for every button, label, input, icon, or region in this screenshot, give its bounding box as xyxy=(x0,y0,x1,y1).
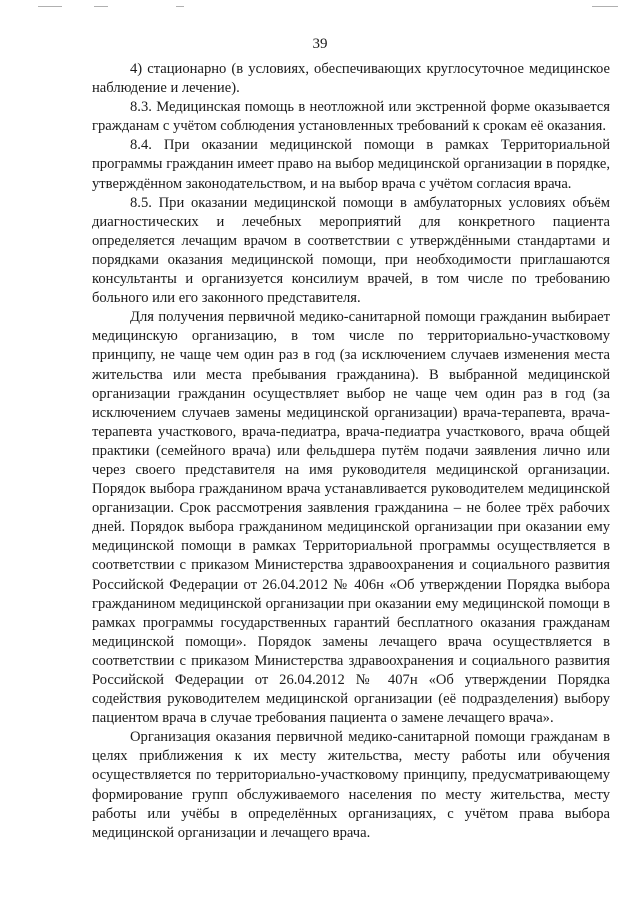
document-body xyxy=(92,60,610,843)
paragraph: 8.3. Медицинская помощь в неотложной или экстренной форме оказывается гражданам с учётом соблюдения установленных требований к срокам её оказания. xyxy=(92,99,610,135)
scan-mark xyxy=(176,6,184,7)
page-number: 39 xyxy=(312,36,328,52)
scan-mark xyxy=(38,6,62,7)
paragraph: Организация оказания первичной медико-санитарной помощи гражданам в целях приближения к их месту жительства, месту работы или обучения осуществляется по территориально-участковому принципу, предусматривающему формирование групп обслуживаемого населения по месту жительства, месту работы или учёбы в определённых организациях, с учётом права выбора медицинской организации и лечащего врача. xyxy=(92,729,610,841)
paragraph: 8.5. При оказании медицинской помощи в амбулаторных условиях объём диагностических и лечебных мероприятий для конкретного пациента определяется лечащим врачом в соответствии с утверждёнными стандартами и порядками оказания медицинской помощи, при необходимости приглашаются консультанты и организуется консилиум врачей, в том числе по требованию больного или его законного представителя. xyxy=(92,194,610,307)
paragraph: Для получения первичной медико-санитарной помощи гражданин выбирает медицинскую организацию, в том числе по территориально-участковому принципу, не чаще чем один раз в год (за исключением случаев изменения места жительства или места пребывания гражданина). В выбранной медицинской организации гражданин осуществляет выбор не чаще чем один раз в год (за исключением случаев замены медицинской организации) врача-терапевта, врача-терапевта участкового, врача-педиатра, врача-педиатра участкового, врача общей практики (семейного врача) или фельдшера путём подачи заявления лично или через своего представителя на имя руководителя медицинской организации. Порядок выбора гражданином врача устанавливается руководителем медицинской организации. Срок рассмотрения заявления гражданина – не более трёх рабочих дней. Порядок выбора гражданином медицинской организации при оказании ему медицинской помощи в рамках Территориальной программы осуществляется в соответствии с приказом Министерства здравоохранения и социального развития Российской Федерации от 26.04.2012 № 406н «Об утверждении Порядка выбора гражданином медицинской организации при оказании ему медицинской помощи в рамках программы государственных гарантий бесплатного оказания гражданам медицинской помощи». Порядок замены лечащего врача осуществляется в соответствии с приказом Министерства здравоохранения и социального развития Российской Федерации от 26.04.2012 № 407н «Об утверждении Порядка содействия руководителем медицинской организации (её подразделения) выбору пациентом врача в случае требования пациента о замене лечащего врача». xyxy=(92,309,610,727)
scan-mark xyxy=(94,6,108,7)
scan-edge-artifacts xyxy=(0,0,640,14)
paragraph: 8.4. При оказании медицинской помощи в рамках Территориальной программы гражданин имеет право на выбор медицинской организации в порядке, утверждённом законодательством, и на выбор врача с учётом согласия врача. xyxy=(92,137,610,192)
scan-mark xyxy=(592,6,618,7)
paragraph: 4) стационарно (в условиях, обеспечивающих круглосуточное медицинское наблюдение и лечение). xyxy=(92,61,610,97)
